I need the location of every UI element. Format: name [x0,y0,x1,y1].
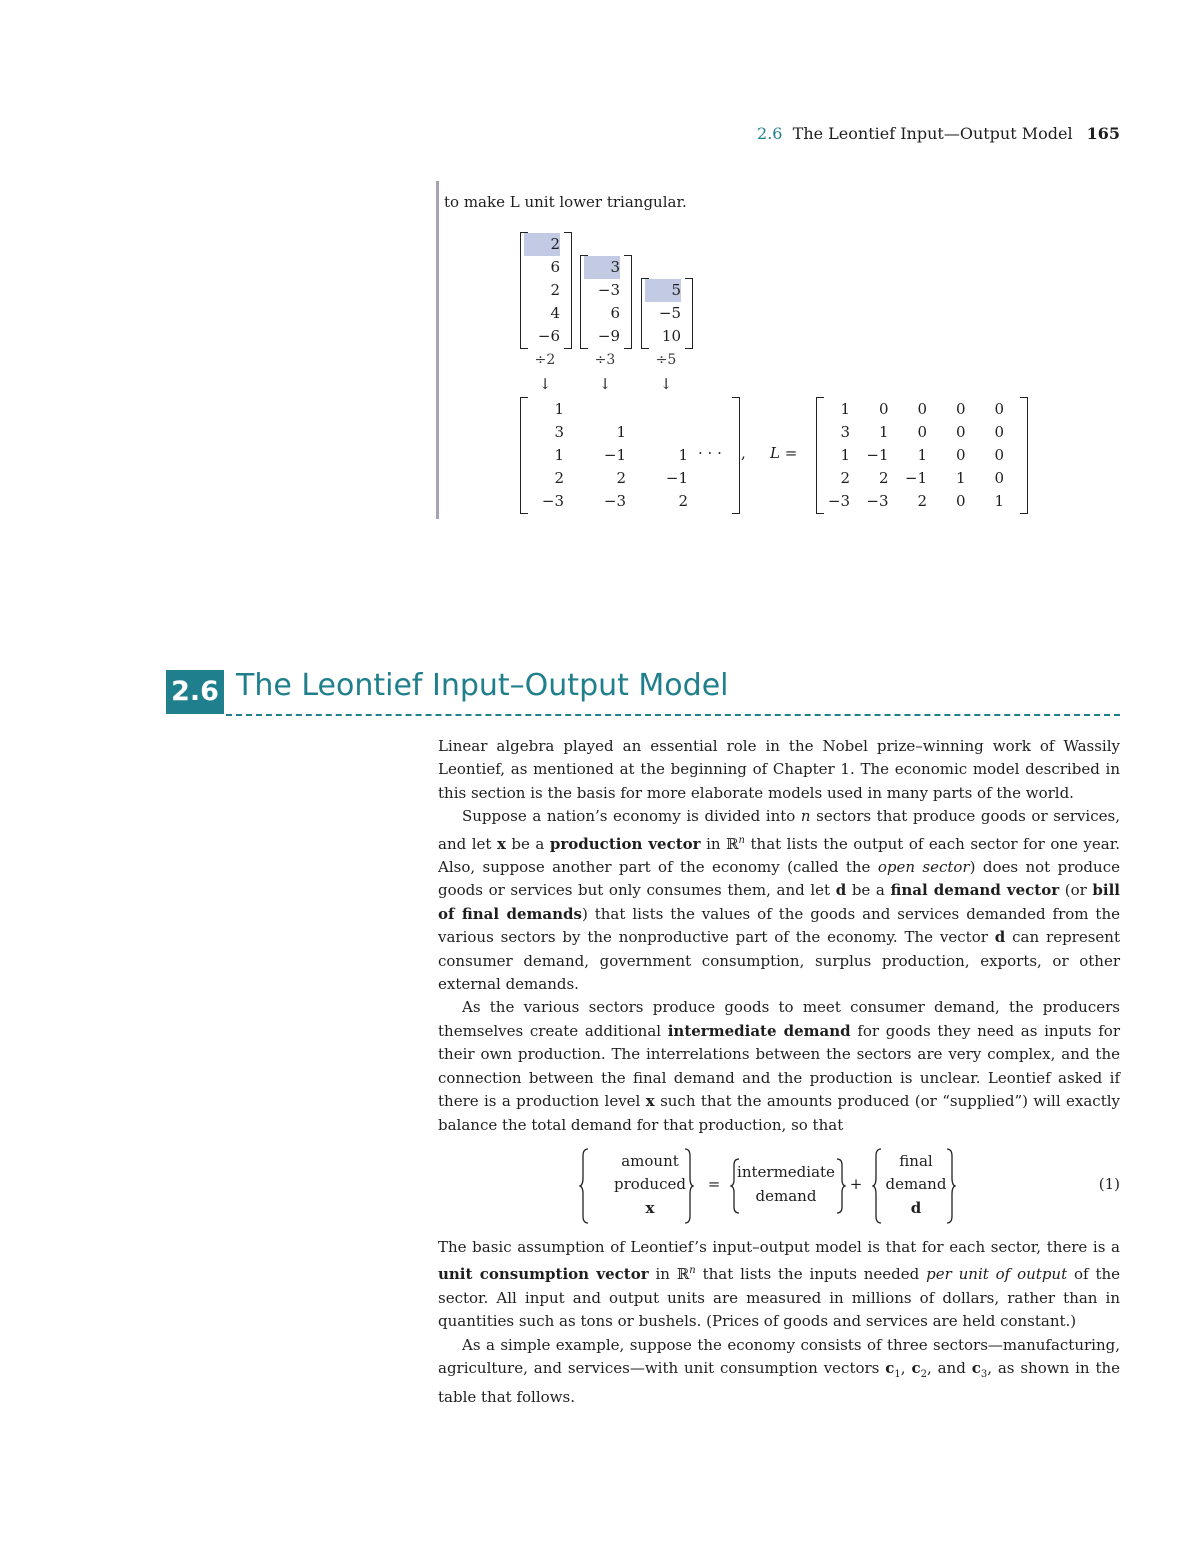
partial-entry: −1 [665,469,688,487]
L-entry: 0 [917,400,927,418]
L-label: L = [770,444,798,462]
down-arrow: ↓ [659,375,673,393]
plus-sign: + [849,1175,863,1193]
amount-label: amount [621,1152,679,1170]
down-arrow: ↓ [598,375,612,393]
L-entry: −3 [827,492,850,510]
column-entry: 10 [661,327,681,345]
L-entry: −3 [866,492,889,510]
ellipsis: · · · [698,444,722,462]
partial-entry: 2 [616,469,626,487]
paragraph-4: The basic assumption of Leontief’s input–output model is that for each sector, there is a unit consumption vector in ℝ$^n$ that lists the inputs needed per unit of output of the sector. All input and output units are measured in millions of dollars, rather than in quantities such as tons or bushels. (Prices of goods and services are held constant.) [438,1238,1121,1331]
equation-number: (1) [1098,1175,1120,1193]
produced-label: produced [614,1175,686,1193]
partial-entry: 1 [554,400,564,418]
section-title: The Leontief Input–Output Model [236,668,729,703]
d-vector: d [910,1199,922,1217]
partial-entry: 1 [554,446,564,464]
L-entry: 0 [994,446,1004,464]
L-entry: 0 [878,400,889,418]
L-entry: 0 [955,492,966,510]
partial-entry: 1 [616,423,626,441]
partial-entry: 2 [554,469,564,487]
L-entry: 0 [917,423,927,441]
partial-entry: 1 [678,446,688,464]
paragraph-2: Suppose a nation’s economy is divided into n sectors that produce goods or services, and let x be a production vector in ℝ$^n$ that lists the output of each sector for one year. Also, suppose another part of the economy (called the open sector) does not produce goods or services but only consumes them, and let d be a final demand vector (or bill of final demands) that lists the values of the goods and services demanded from the various sectors by the nonproductive part of the economy. The vector d can represent consumer demand, government consumption, surplus production, exports, or other external demands. [438,807,1120,994]
body-text [438,735,1120,1137]
partial-entry: 2 [678,492,688,510]
left-brace-close [684,1148,694,1224]
L-entry: 2 [878,469,889,487]
L-entry: −1 [866,446,889,464]
body-text-continued [438,1236,1120,1410]
L-entry: 0 [955,423,966,441]
intermediate-label: intermediate [737,1163,835,1181]
L-entry: 0 [994,423,1004,441]
partial-entry: 3 [554,423,564,441]
L-entry: 0 [955,400,966,418]
column-entry: 3 [584,256,620,279]
L-entry: 0 [994,469,1004,487]
final-label: final [899,1152,933,1170]
paragraph-5: As a simple example, suppose the economy consists of three sectors—manufacturing, agriculture, and services—with unit consumption vectors $c_1$, $c_2$, and $c_3$, as shown in the table that follows. [438,1335,1121,1407]
L-entry: −1 [904,469,927,487]
column-entry: −9 [597,327,620,345]
L-entry: 1 [917,446,927,464]
column-entry: −5 [658,304,681,322]
partial-entry: −1 [603,446,626,464]
L-entry: 2 [917,492,927,510]
section-number: 2.6 [166,670,224,714]
L-entry: 0 [994,400,1004,418]
down-arrow: ↓ [538,375,552,393]
L-entry: 1 [840,400,850,418]
column-entry: −6 [537,327,560,345]
L-entry: 2 [840,469,850,487]
L-entry: 3 [840,423,850,441]
column-entry: 6 [550,258,560,276]
right-brace-close [946,1148,956,1224]
column-entry: −3 [597,281,620,299]
L-entry: 0 [955,446,966,464]
header-section-title: 2.6 The Leontief Input—Output Model [757,124,1073,143]
paragraph-3: As the various sectors produce goods to meet consumer demand, the producers themselves create additional intermediate demand for goods they need as inputs for their own production. The interrelations between the sectors are very complex, and the connection between the final demand and the production is unclear. Leontief asked if there is a production level x such that the amounts produced (or “supplied”) will exactly balance the total demand for that production, so that [438,998,1120,1134]
running-header [700,124,1120,143]
column-entry: 4 [550,304,560,322]
section-divider [226,714,1120,716]
divisor-label: ÷2 [534,352,556,368]
divisor-label: ÷3 [594,352,616,368]
excerpt-intro: to make L unit lower triangular. [444,193,687,211]
x-vector: x [645,1199,655,1217]
paragraph-1: Linear algebra played an essential role in the Nobel prize–winning work of Wassily Leontief, as mentioned at the beginning of Chapter 1. The economic model described in this section is the basis for more elaborate models used in many parts of the world. [438,737,1120,802]
page-number: 165 [1086,124,1120,143]
demand-label-right: demand [885,1175,947,1193]
margin-rule [436,181,439,519]
column-entry: 6 [610,304,620,322]
demand-label-middle: demand [755,1187,817,1205]
L-entry: 1 [840,446,850,464]
L-entry: 1 [994,492,1004,510]
comma: , [741,444,746,462]
equals-sign: = [707,1175,721,1193]
column-entry: 2 [524,233,560,256]
L-entry: 1 [955,469,966,487]
partial-entry: −3 [603,492,626,510]
equation-1 [438,1148,1120,1226]
column-entry: 2 [550,281,560,299]
L-entry: 1 [878,423,889,441]
divisor-label: ÷5 [655,352,677,368]
column-entry: 5 [645,279,681,302]
partial-entry: −3 [541,492,564,510]
